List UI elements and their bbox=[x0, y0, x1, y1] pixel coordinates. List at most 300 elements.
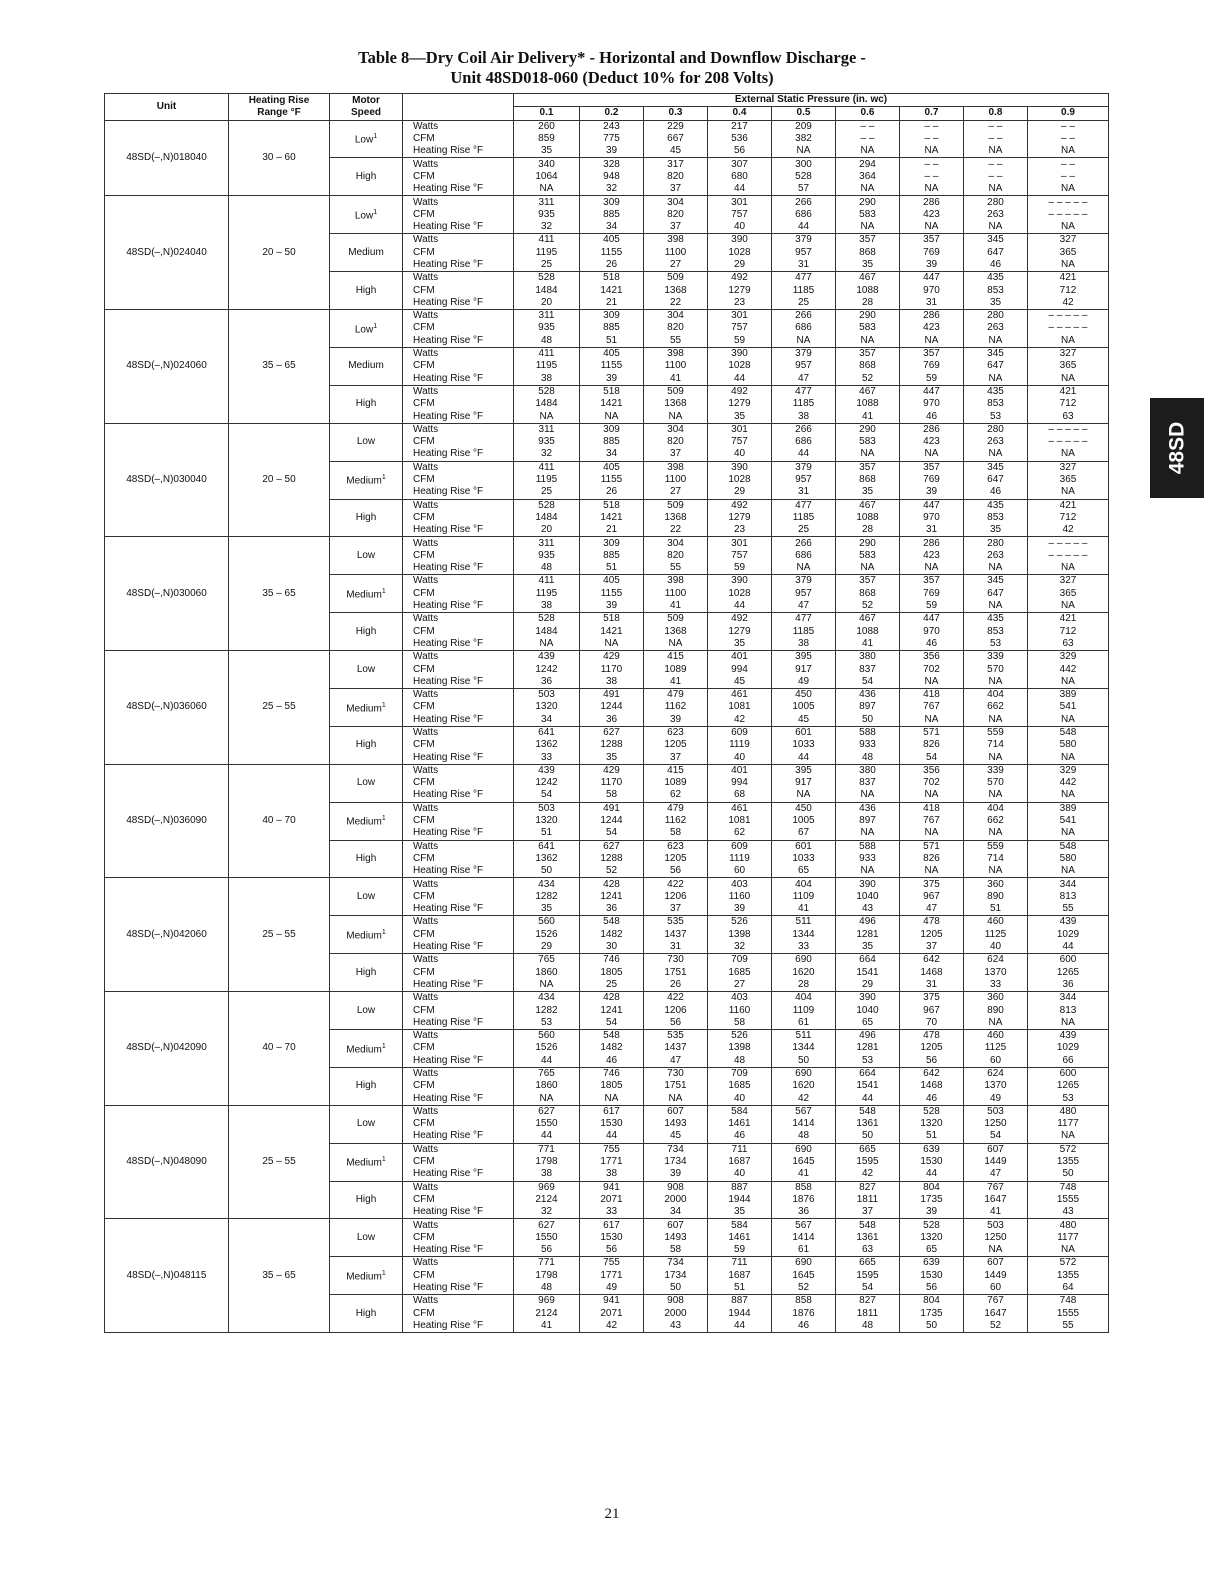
data-cell: 382 bbox=[772, 133, 836, 145]
footnote-marker: 1 bbox=[373, 322, 378, 330]
row-label: CFM bbox=[413, 246, 435, 258]
row-label: CFM bbox=[413, 549, 435, 561]
data-cell: 480 bbox=[1028, 1219, 1109, 1232]
motor-speed-label: Medium bbox=[346, 475, 382, 487]
data-cell: 46 bbox=[964, 259, 1028, 272]
data-cell: 58 bbox=[708, 1017, 772, 1030]
data-cell: 46 bbox=[708, 1130, 772, 1143]
data-cell: 37 bbox=[644, 751, 708, 764]
data-cell: 1177 bbox=[1028, 1232, 1109, 1244]
data-cell: – – bbox=[836, 133, 900, 145]
data-cell: 33 bbox=[964, 979, 1028, 992]
data-cell: 1244 bbox=[580, 815, 644, 827]
data-cell: 47 bbox=[964, 1168, 1028, 1181]
row-label: Heating Rise °F bbox=[403, 562, 514, 575]
table-title-line2: Unit 48SD018-060 (Deduct 10% for 208 Volts) bbox=[450, 68, 774, 87]
row-label: Heating Rise °F bbox=[403, 145, 514, 158]
unit-model: 48SD(–,N)018040 bbox=[105, 120, 229, 196]
data-cell: 1735 bbox=[900, 1194, 964, 1206]
data-cell: NA bbox=[1028, 183, 1109, 196]
data-cell: 1033 bbox=[772, 853, 836, 865]
data-cell: 58 bbox=[580, 789, 644, 802]
data-cell: 571 bbox=[900, 840, 964, 853]
data-cell: 509 bbox=[644, 613, 708, 626]
data-cell: 422 bbox=[644, 992, 708, 1005]
data-cell: NA bbox=[836, 145, 900, 158]
row-label: Heating Rise °F bbox=[403, 373, 514, 386]
data-cell: 467 bbox=[836, 613, 900, 626]
data-cell: 813 bbox=[1028, 1004, 1109, 1016]
data-cell: 662 bbox=[964, 815, 1028, 827]
data-cell: 447 bbox=[900, 613, 964, 626]
row-label: CFM bbox=[413, 170, 435, 182]
data-cell: NA bbox=[580, 410, 644, 423]
data-cell: 641 bbox=[514, 726, 580, 739]
data-cell: 44 bbox=[836, 1092, 900, 1105]
data-cell: 935 bbox=[514, 436, 580, 448]
data-cell: 948 bbox=[580, 171, 644, 183]
data-cell: 42 bbox=[580, 1320, 644, 1333]
data-cell: 51 bbox=[580, 335, 644, 348]
data-cell: 665 bbox=[836, 1143, 900, 1156]
data-cell: 290 bbox=[836, 537, 900, 550]
data-cell: 1461 bbox=[708, 1118, 772, 1130]
data-cell: 477 bbox=[772, 613, 836, 626]
data-cell: 435 bbox=[964, 385, 1028, 398]
data-cell: NA bbox=[644, 410, 708, 423]
data-cell: 667 bbox=[644, 133, 708, 145]
data-cell: 401 bbox=[708, 764, 772, 777]
data-cell: 38 bbox=[580, 676, 644, 689]
data-cell: 528 bbox=[514, 499, 580, 512]
data-cell: 421 bbox=[1028, 499, 1109, 512]
data-cell: 379 bbox=[772, 461, 836, 474]
data-cell: NA bbox=[900, 676, 964, 689]
data-cell: 1119 bbox=[708, 853, 772, 865]
row-label: Heating Rise °F bbox=[403, 827, 514, 840]
data-cell: 42 bbox=[1028, 297, 1109, 310]
data-cell: NA bbox=[836, 183, 900, 196]
data-cell: 52 bbox=[580, 865, 644, 878]
data-cell: 46 bbox=[580, 1055, 644, 1068]
data-cell: 690 bbox=[772, 954, 836, 967]
data-cell: NA bbox=[1028, 714, 1109, 727]
row-label: Heating Rise °F bbox=[403, 1206, 514, 1219]
data-cell: 804 bbox=[900, 1295, 964, 1308]
row-label: Watts bbox=[403, 1029, 514, 1042]
data-cell: 957 bbox=[772, 360, 836, 372]
data-cell: 607 bbox=[964, 1257, 1028, 1270]
heating-rise-range: 40 – 70 bbox=[229, 992, 330, 1106]
data-cell: 1088 bbox=[836, 398, 900, 410]
data-cell: 1361 bbox=[836, 1118, 900, 1130]
data-cell: 40 bbox=[708, 1168, 772, 1181]
motor-speed bbox=[330, 537, 403, 575]
data-cell: 53 bbox=[836, 1055, 900, 1068]
data-cell: 411 bbox=[514, 575, 580, 588]
data-cell: 398 bbox=[644, 461, 708, 474]
data-cell: NA bbox=[900, 789, 964, 802]
data-cell: 38 bbox=[580, 1168, 644, 1181]
data-cell: 37 bbox=[836, 1206, 900, 1219]
data-cell: 54 bbox=[900, 751, 964, 764]
data-cell: NA bbox=[772, 562, 836, 575]
data-cell: 686 bbox=[772, 209, 836, 221]
data-cell: 548 bbox=[836, 1105, 900, 1118]
data-cell: 518 bbox=[580, 499, 644, 512]
heating-rise-range: 25 – 55 bbox=[229, 1105, 330, 1219]
data-cell: 1288 bbox=[580, 739, 644, 751]
data-cell: 46 bbox=[900, 1092, 964, 1105]
data-cell: 1081 bbox=[708, 815, 772, 827]
data-cell: 442 bbox=[1028, 777, 1109, 789]
data-cell: 53 bbox=[964, 410, 1028, 423]
data-cell: 450 bbox=[772, 688, 836, 701]
row-label: Watts bbox=[403, 461, 514, 474]
data-cell: 54 bbox=[836, 1282, 900, 1295]
data-cell: 41 bbox=[644, 600, 708, 613]
data-cell: 1484 bbox=[514, 284, 580, 296]
row-label: Watts bbox=[403, 1219, 514, 1232]
data-cell: – – bbox=[1028, 120, 1109, 133]
data-cell: 1555 bbox=[1028, 1308, 1109, 1320]
data-cell: 1206 bbox=[644, 891, 708, 903]
data-cell: 858 bbox=[772, 1295, 836, 1308]
data-cell: 304 bbox=[644, 537, 708, 550]
data-cell: 1526 bbox=[514, 1042, 580, 1054]
data-cell: 1288 bbox=[580, 853, 644, 865]
row-label: CFM bbox=[413, 1307, 435, 1319]
data-cell: 1526 bbox=[514, 929, 580, 941]
motor-speed-label: Medium bbox=[346, 930, 382, 942]
footnote-marker: 1 bbox=[381, 1042, 386, 1050]
data-cell: 853 bbox=[964, 284, 1028, 296]
data-cell: 511 bbox=[772, 1029, 836, 1042]
data-cell: 686 bbox=[772, 436, 836, 448]
data-cell: 357 bbox=[836, 234, 900, 247]
air-delivery-table bbox=[104, 93, 1109, 1333]
data-cell: 467 bbox=[836, 499, 900, 512]
data-cell: 421 bbox=[1028, 272, 1109, 285]
motor-speed bbox=[330, 1181, 403, 1219]
data-cell: 1771 bbox=[580, 1270, 644, 1282]
data-cell: 423 bbox=[900, 550, 964, 562]
data-cell: 395 bbox=[772, 651, 836, 664]
data-cell: 357 bbox=[900, 461, 964, 474]
motor-speed-label: High bbox=[355, 966, 377, 978]
data-cell: 580 bbox=[1028, 739, 1109, 751]
table-row bbox=[105, 537, 1109, 550]
data-cell: NA bbox=[964, 1017, 1028, 1030]
data-cell: 309 bbox=[580, 423, 644, 436]
data-cell: 52 bbox=[964, 1320, 1028, 1333]
data-cell: 1205 bbox=[644, 739, 708, 751]
data-cell: 1242 bbox=[514, 777, 580, 789]
data-cell: 1555 bbox=[1028, 1194, 1109, 1206]
data-cell: 43 bbox=[1028, 1206, 1109, 1219]
data-cell: 1362 bbox=[514, 739, 580, 751]
motor-speed-label: Medium bbox=[346, 816, 382, 828]
data-cell: 48 bbox=[772, 1130, 836, 1143]
data-cell: 365 bbox=[1028, 247, 1109, 259]
data-cell: 969 bbox=[514, 1181, 580, 1194]
data-cell: 38 bbox=[514, 1168, 580, 1181]
data-cell: 647 bbox=[964, 247, 1028, 259]
data-cell: 535 bbox=[644, 1029, 708, 1042]
row-label: Watts bbox=[403, 1067, 514, 1080]
data-cell: 541 bbox=[1028, 701, 1109, 713]
data-cell: 280 bbox=[964, 196, 1028, 209]
data-cell: 309 bbox=[580, 196, 644, 209]
data-cell: 56 bbox=[900, 1055, 964, 1068]
data-cell: 970 bbox=[900, 625, 964, 637]
pressure-header-cell: 0.5 bbox=[772, 107, 836, 120]
data-cell: 775 bbox=[580, 133, 644, 145]
data-cell: 59 bbox=[708, 335, 772, 348]
data-cell: 570 bbox=[964, 777, 1028, 789]
data-cell: 1162 bbox=[644, 701, 708, 713]
data-cell: 528 bbox=[514, 613, 580, 626]
motor-speed-label: High bbox=[355, 398, 377, 410]
data-cell: 714 bbox=[964, 739, 1028, 751]
data-cell: 1771 bbox=[580, 1156, 644, 1168]
data-cell: 2071 bbox=[580, 1308, 644, 1320]
data-cell: 1195 bbox=[514, 588, 580, 600]
row-label: CFM bbox=[413, 739, 435, 751]
data-cell: 428 bbox=[580, 992, 644, 1005]
data-cell: 48 bbox=[514, 1282, 580, 1295]
data-cell: 26 bbox=[580, 259, 644, 272]
data-cell: 327 bbox=[1028, 575, 1109, 588]
data-cell: 339 bbox=[964, 764, 1028, 777]
data-cell: 56 bbox=[644, 1017, 708, 1030]
unit-model: 48SD(–,N)036090 bbox=[105, 764, 229, 878]
data-cell: 266 bbox=[772, 537, 836, 550]
data-cell: 1735 bbox=[900, 1308, 964, 1320]
motor-speed bbox=[330, 423, 403, 461]
data-cell: 627 bbox=[580, 840, 644, 853]
row-label: Heating Rise °F bbox=[403, 1282, 514, 1295]
motor-speed bbox=[330, 1257, 403, 1295]
data-cell: 44 bbox=[772, 751, 836, 764]
data-cell: 55 bbox=[644, 562, 708, 575]
data-cell: NA bbox=[964, 600, 1028, 613]
motor-speed-label: Medium bbox=[348, 246, 384, 258]
data-cell: NA bbox=[900, 335, 964, 348]
data-cell: NA bbox=[964, 183, 1028, 196]
data-cell: 560 bbox=[514, 916, 580, 929]
data-cell: 970 bbox=[900, 284, 964, 296]
row-label: CFM bbox=[413, 1156, 435, 1168]
data-cell: 548 bbox=[836, 1219, 900, 1232]
data-cell: NA bbox=[514, 638, 580, 651]
data-cell: 58 bbox=[644, 827, 708, 840]
data-cell: 429 bbox=[580, 764, 644, 777]
data-cell: 702 bbox=[900, 777, 964, 789]
data-cell: 1541 bbox=[836, 966, 900, 978]
data-cell: 607 bbox=[644, 1105, 708, 1118]
data-cell: 45 bbox=[772, 714, 836, 727]
data-cell: 1484 bbox=[514, 512, 580, 524]
data-cell: 935 bbox=[514, 550, 580, 562]
data-cell: 356 bbox=[900, 651, 964, 664]
data-cell: 757 bbox=[708, 436, 772, 448]
data-cell: 311 bbox=[514, 310, 580, 323]
data-cell: 327 bbox=[1028, 234, 1109, 247]
header-motor-speed bbox=[330, 94, 403, 121]
row-label: Watts bbox=[403, 423, 514, 436]
data-cell: NA bbox=[900, 221, 964, 234]
data-cell: 27 bbox=[644, 259, 708, 272]
data-cell: NA bbox=[1028, 221, 1109, 234]
data-cell: 25 bbox=[514, 259, 580, 272]
row-label: CFM bbox=[413, 322, 435, 334]
data-cell: 266 bbox=[772, 196, 836, 209]
data-cell: 345 bbox=[964, 347, 1028, 360]
data-cell: 1195 bbox=[514, 474, 580, 486]
data-cell: 34 bbox=[514, 714, 580, 727]
unit-model: 48SD(–,N)030040 bbox=[105, 423, 229, 537]
data-cell: 885 bbox=[580, 436, 644, 448]
data-cell: 820 bbox=[644, 436, 708, 448]
data-cell: NA bbox=[836, 335, 900, 348]
data-cell: 31 bbox=[772, 259, 836, 272]
data-cell: 572 bbox=[1028, 1143, 1109, 1156]
data-cell: 518 bbox=[580, 385, 644, 398]
table-row bbox=[105, 423, 1109, 436]
data-cell: 1281 bbox=[836, 1042, 900, 1054]
data-cell: 404 bbox=[964, 802, 1028, 815]
row-label: CFM bbox=[413, 625, 435, 637]
data-cell: 730 bbox=[644, 1067, 708, 1080]
data-cell: 528 bbox=[772, 171, 836, 183]
data-cell: 1125 bbox=[964, 929, 1028, 941]
motor-speed bbox=[330, 1295, 403, 1333]
data-cell: 41 bbox=[644, 676, 708, 689]
row-label: Heating Rise °F bbox=[403, 1130, 514, 1143]
data-cell: 1279 bbox=[708, 398, 772, 410]
data-cell: NA bbox=[964, 448, 1028, 461]
row-label: Heating Rise °F bbox=[403, 1092, 514, 1105]
data-cell: 548 bbox=[1028, 840, 1109, 853]
data-cell: 41 bbox=[772, 1168, 836, 1181]
data-cell: 1265 bbox=[1028, 966, 1109, 978]
data-cell: 1398 bbox=[708, 1042, 772, 1054]
data-cell: 1620 bbox=[772, 966, 836, 978]
data-cell: 460 bbox=[964, 916, 1028, 929]
data-cell: 1370 bbox=[964, 966, 1028, 978]
motor-speed-label: Medium bbox=[346, 589, 382, 601]
data-cell: NA bbox=[514, 979, 580, 992]
row-label: CFM bbox=[413, 852, 435, 864]
data-cell: 21 bbox=[580, 524, 644, 537]
data-cell: 41 bbox=[964, 1206, 1028, 1219]
table-row bbox=[105, 992, 1109, 1005]
row-label: Watts bbox=[403, 878, 514, 891]
heating-rise-range: 25 – 55 bbox=[229, 651, 330, 765]
data-cell: – – bbox=[1028, 158, 1109, 171]
data-cell: 411 bbox=[514, 234, 580, 247]
data-cell: 709 bbox=[708, 1067, 772, 1080]
data-cell: 478 bbox=[900, 1029, 964, 1042]
data-cell: NA bbox=[514, 410, 580, 423]
pressure-header-cell: 0.6 bbox=[836, 107, 900, 120]
data-cell: 941 bbox=[580, 1295, 644, 1308]
data-cell: 1185 bbox=[772, 625, 836, 637]
data-cell: 664 bbox=[836, 1067, 900, 1080]
data-cell: 42 bbox=[1028, 524, 1109, 537]
data-cell: 769 bbox=[900, 360, 964, 372]
data-cell: – – – – – bbox=[1028, 537, 1109, 550]
motor-speed-label: High bbox=[355, 511, 377, 523]
data-cell: 1205 bbox=[900, 1042, 964, 1054]
header-external-static-pressure: External Static Pressure (in. wc) bbox=[514, 94, 1109, 107]
data-cell: 1550 bbox=[514, 1118, 580, 1130]
data-cell: 1279 bbox=[708, 625, 772, 637]
data-cell: 62 bbox=[644, 789, 708, 802]
data-cell: 1595 bbox=[836, 1270, 900, 1282]
data-cell: 820 bbox=[644, 171, 708, 183]
data-cell: 528 bbox=[900, 1219, 964, 1232]
data-cell: 813 bbox=[1028, 891, 1109, 903]
data-cell: 1805 bbox=[580, 1080, 644, 1092]
heating-rise-range: 40 – 70 bbox=[229, 764, 330, 878]
data-cell: 1530 bbox=[900, 1156, 964, 1168]
data-cell: 820 bbox=[644, 209, 708, 221]
data-cell: 57 bbox=[772, 183, 836, 196]
data-cell: 379 bbox=[772, 575, 836, 588]
data-cell: 59 bbox=[900, 600, 964, 613]
row-label: Heating Rise °F bbox=[403, 751, 514, 764]
data-cell: 647 bbox=[964, 588, 1028, 600]
data-cell: NA bbox=[964, 751, 1028, 764]
data-cell: NA bbox=[900, 827, 964, 840]
data-cell: 23 bbox=[708, 524, 772, 537]
data-cell: 1647 bbox=[964, 1308, 1028, 1320]
data-cell: 423 bbox=[900, 322, 964, 334]
data-cell: 415 bbox=[644, 651, 708, 664]
data-cell: 491 bbox=[580, 688, 644, 701]
data-cell: 994 bbox=[708, 777, 772, 789]
motor-speed-label: Medium bbox=[346, 1271, 382, 1283]
motor-speed bbox=[330, 954, 403, 992]
data-cell: 1751 bbox=[644, 966, 708, 978]
data-cell: 44 bbox=[900, 1168, 964, 1181]
data-cell: 624 bbox=[964, 1067, 1028, 1080]
data-cell: 51 bbox=[964, 903, 1028, 916]
data-cell: 46 bbox=[900, 638, 964, 651]
data-cell: 421 bbox=[1028, 385, 1109, 398]
data-cell: 623 bbox=[644, 726, 708, 739]
data-cell: 280 bbox=[964, 423, 1028, 436]
data-cell: 300 bbox=[772, 158, 836, 171]
data-cell: 680 bbox=[708, 171, 772, 183]
data-cell: 286 bbox=[900, 310, 964, 323]
data-cell: 311 bbox=[514, 537, 580, 550]
data-cell: 51 bbox=[708, 1282, 772, 1295]
pressure-header-cell: 0.2 bbox=[580, 107, 644, 120]
row-label: CFM bbox=[413, 1193, 435, 1205]
data-cell: 765 bbox=[514, 1067, 580, 1080]
row-label: Watts bbox=[403, 1295, 514, 1308]
data-cell: 479 bbox=[644, 802, 708, 815]
data-cell: 767 bbox=[900, 815, 964, 827]
data-cell: 309 bbox=[580, 310, 644, 323]
data-cell: 588 bbox=[836, 840, 900, 853]
data-cell: 1876 bbox=[772, 1308, 836, 1320]
data-cell: 702 bbox=[900, 663, 964, 675]
data-cell: 1155 bbox=[580, 360, 644, 372]
